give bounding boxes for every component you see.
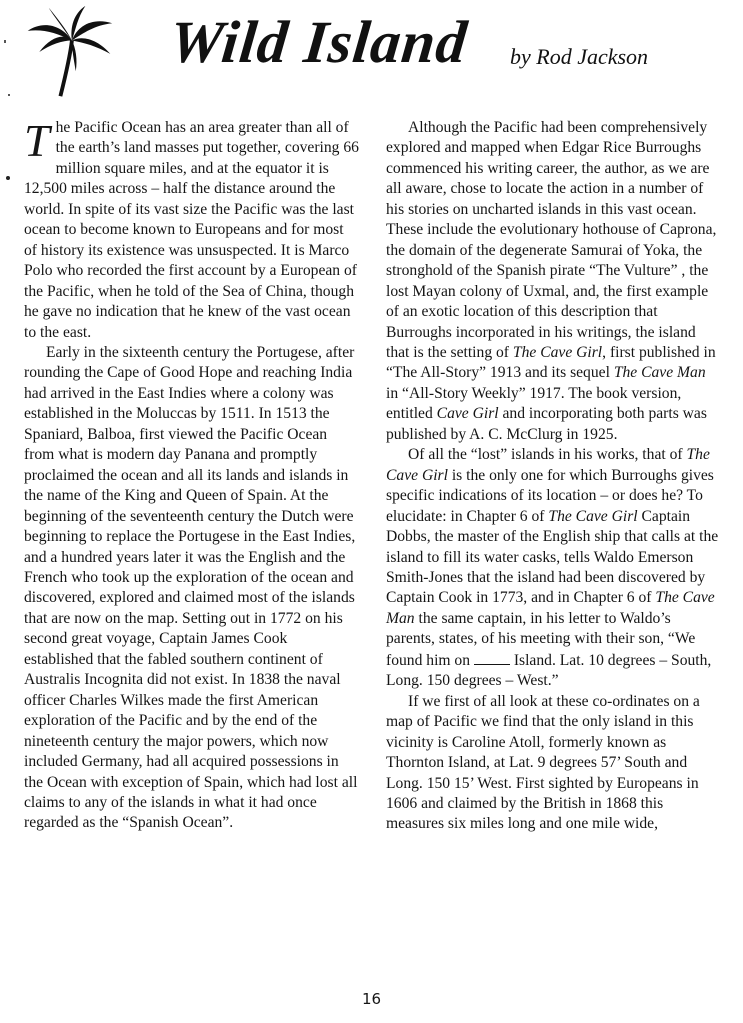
paragraph-text: he Pacific Ocean has an area greater than all of the earth’s land masses put together, covering 66 million square miles, and at the equator it is 12,500 miles across – half the distance around the world. In spite of its vast size the Pacific was the last ocean to become known to Europeans and for most of history its existence was unsuspected. It is Marco Polo who recorded the first account by a European of the Pacific, when he told of the Sea of China, though he gave no indication that he knew of the vast ocean to the east. bbox=[24, 119, 359, 341]
book-title: The Cave Man bbox=[386, 589, 715, 627]
text-run: Captain Dobbs, the master of the English ship that calls at the island to fill its water casks, tells Waldo Emerson Smith-Jones that the island had been discovered by Captain Cook in 1773, and in Chapter 6 of bbox=[386, 507, 719, 607]
header bbox=[0, 0, 743, 110]
drop-cap: T bbox=[24, 115, 50, 166]
author-byline: by Rod Jackson bbox=[510, 44, 649, 69]
text-run: Of all the “lost” islands in his works, that of bbox=[408, 446, 687, 464]
book-title: Cave Girl bbox=[436, 405, 499, 423]
book-title: The Cave Girl bbox=[548, 507, 638, 525]
text-run: Although the Pacific had been comprehensively explored and mapped when Edgar Rice Burroughs commenced his writing career, the author, as we are all aware, chose to locate the action in a number of his stories on uncharted islands in this vast ocean. These include the evolutionary hothouse of Caprona, the domain of the degenerate Samurai of Yoka, the stronghold of the Spanish pirate “The Vulture” , the lost Mayan colony of Uxmal, and, the first example of an exotic location of this description that Burroughs incorporated in his writings, the island that is the setting of bbox=[386, 119, 717, 361]
blank-line bbox=[474, 650, 510, 665]
paragraph bbox=[386, 118, 721, 445]
right-column bbox=[386, 118, 721, 835]
book-title: The Cave Man bbox=[613, 364, 706, 382]
left-column bbox=[24, 115, 359, 834]
scan-speck bbox=[6, 176, 10, 180]
paragraph bbox=[24, 115, 359, 343]
palm-tree-icon bbox=[22, 4, 118, 100]
scan-speck bbox=[4, 40, 6, 43]
paragraph: Early in the sixteenth century the Portugese, after rounding the Cape of Good Hope and reaching India had arrived in the East Indies where a colony was established in the Moluccas by 1511. In 1513 the Spaniard, Balboa, first viewed the Pacific Ocean from what is modern day Panana and promptly proclaimed the ocean and all its lands and islands in the name of the King and Queen of Spain. At the beginning of the seventeenth century the Dutch were beginning to replace the Portugese in the East Indies, and a hundred years later it was the English and the French who took up the exploration of the ocean and discovered, explored and claimed most of the islands that are now on the map. Setting out in 1772 on his second great voyage, Captain James Cook established that the fabled southern continent of Australis Incognita did not exist. In 1838 the naval officer Charles Wilkes made the first American exploration of the Pacific and by the end of the nineteenth century the major powers, which now included Germany, had all acquired possessions in the Ocean with exception of Spain, which had lost all claims to any of the islands in what it had once regarded as the “Spanish Ocean”. bbox=[24, 343, 358, 832]
book-title: The Cave Girl bbox=[512, 343, 603, 361]
scan-speck bbox=[8, 94, 10, 96]
text-run: , first published in “The All-Story” 1913 and its sequel bbox=[386, 343, 716, 382]
text-run: the same captain, in his letter to Waldo’s parents, states, of his meeting with their son, “We found him on bbox=[386, 609, 696, 669]
article-title: Wild Island bbox=[166, 9, 471, 75]
text-run: is the only one for which Burroughs gives specific indications of its location – or does he? To elucidate: in Chapter 6 of bbox=[386, 466, 714, 525]
paragraph bbox=[386, 445, 721, 691]
text-run: and incorporating both parts was published by A. C. McClurg in 1925. bbox=[386, 405, 707, 443]
page-number: 16 bbox=[361, 990, 382, 1008]
paragraph: If we first of all look at these co-ordinates on a map of Pacific we find that the only island in this vicinity is Caroline Atoll, formerly known as Thornton Island, at Lat. 9 degrees 57’ South and Long. 150 15’ West. First sighted by Europeans in 1606 and claimed by the British in 1868 this measures six miles long and one mile wide, bbox=[386, 692, 700, 833]
text-run: in “All-Story Weekly” 1917. The book version, entitled bbox=[386, 384, 682, 423]
text-run: Island. Lat. 10 degrees – South, Long. 150 degrees – West.” bbox=[386, 651, 712, 690]
book-title: The Cave Girl bbox=[386, 446, 710, 484]
